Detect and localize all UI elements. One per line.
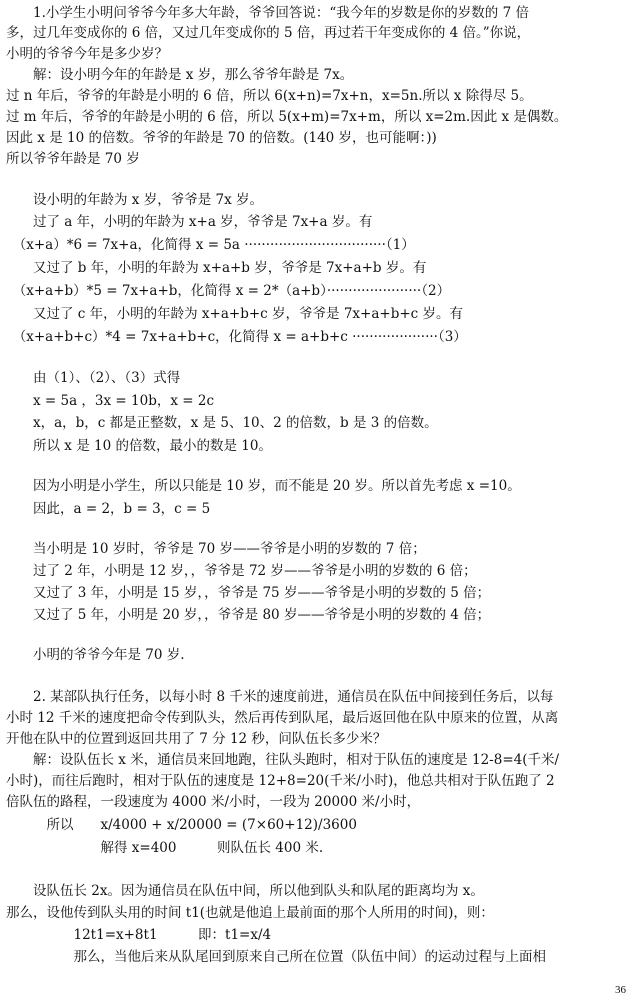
p1-question-line-3: 小明的爷爷今年是多少岁？: [6, 46, 168, 62]
page-number: 36: [615, 984, 626, 996]
p1-solution-b-line-1: 设小明的年龄为 x 岁，爷爷是 7x 岁。: [6, 192, 263, 208]
p2-solution-line-2: 小时)，而往后跑时，相对于队伍的速度是 12+8=20(千米/小时)，他总共相对于队伍跑了 2: [6, 773, 555, 789]
p1-solution-b-line-2: 过了 a 年，小明的年龄为 x+a 岁，爷爷是 7x+a 岁。有: [6, 214, 373, 230]
p1-consider-line-1: 因为小明是小学生，所以只能是 10 岁，而不能是 20 岁。所以首先考虑 x =10。: [6, 478, 521, 494]
p1-derive-line-4: 所以 x 是 10 的倍数，最小的数是 10。: [6, 438, 272, 454]
p2-question-line-3: 开他在队中的位置到返回共用了 7 分 12 秒，问队伍长多少米？: [6, 731, 387, 747]
p2-question-line-1: 2. 某部队执行任务，以每小时 8 千米的速度前进，通信员在队伍中间接到任务后，以每: [6, 689, 554, 705]
p1-solution-a-line-1: 解：设小明今年的年龄是 x 岁，那么爷爷年龄是 7x。: [6, 67, 354, 83]
p1-age-line-2: 过了 2 年，小明是 12 岁，，爷爷是 72 岁——爷爷是小明的岁数的 6 倍；: [6, 563, 477, 579]
p2-solution-line-1: 解：设队伍长 x 米，通信员来回地跑，往队头跑时，相对于队伍的速度是 12-8=4(千米/: [6, 752, 560, 768]
p1-question-line-2: 多，过几年变成你的 6 倍，又过几年变成你的 5 倍，再过若干年变成你的 4 倍。”你说，: [6, 25, 531, 41]
p1-equation-2: （x+a+b）*5 = 7x+a+b，化简得 x = 2*（a+b）······················（2）: [6, 283, 451, 299]
p1-question-line-1: 1.小学生小明问爷爷今年多大年龄，爷爷回答说：“我今年的岁数是你的岁数的 7 倍: [6, 5, 529, 21]
p2-alt-line-4: 那么，当他后来从队尾回到原来自己所在位置（队伍中间）的运动过程与上面相: [6, 949, 546, 965]
p2-solution-result: 解得 x=400 则队伍长 400 米.: [6, 840, 324, 856]
p1-age-line-1: 当小明是 10 岁时，爷爷是 70 岁——爷爷是小明的岁数的 7 倍；: [6, 541, 426, 557]
p1-solution-a-line-5: 所以爷爷年龄是 70 岁: [6, 151, 140, 167]
p2-question-line-2: 小时 12 千米的速度把命令传到队头，然后再传到队尾，最后返回他在队中原来的位置，从离: [6, 710, 559, 726]
p1-solution-b-line-6: 又过了 c 年，小明的年龄为 x+a+b+c 岁，爷爷是 7x+a+b+c 岁。有: [6, 306, 463, 322]
p2-solution-equation: 所以 x/4000 + x/20000 = (7×60+12)/3600: [6, 817, 357, 833]
p1-derive-line-3: x，a，b，c 都是正整数，x 是 5、10、2 的倍数，b 是 3 的倍数。: [6, 415, 438, 431]
p1-equation-1: （x+a）*6 = 7x+a，化简得 x = 5a ·································（1）: [6, 237, 415, 253]
p1-solution-b-line-4: 又过了 b 年，小明的年龄为 x+a+b 岁，爷爷是 7x+a+b 岁。有: [6, 260, 427, 276]
p2-alt-line-1: 设队伍长 2x。因为通信员在队伍中间，所以他到队头和队尾的距离均为 x。: [6, 883, 484, 899]
p1-age-line-4: 又过了 5 年，小明是 20 岁，，爷爷是 80 岁——爷爷是小明的岁数的 4 倍；: [6, 607, 491, 623]
p1-solution-a-line-3: 过 m 年后，爷爷的年龄是小明的 6 倍，所以 5(x+m)=7x+m，所以 x=2m.因此 x 是偶数。: [6, 109, 568, 125]
p1-derive-line-2: x = 5a ，3x = 10b，x = 2c: [6, 393, 215, 409]
p2-alt-equation: 12t1=x+8t1 即：t1=x/4: [6, 927, 272, 943]
p1-age-line-3: 又过了 3 年，小明是 15 岁，，爷爷是 75 岁——爷爷是小明的岁数的 5 倍；: [6, 585, 491, 601]
p1-consider-line-2: 因此，a = 2，b = 3，c = 5: [6, 501, 211, 517]
p1-derive-line-1: 由（1）、（2）、（3）式得: [6, 370, 181, 386]
p2-solution-line-3: 倍队伍的路程，一段速度为 4000 米/小时，一段为 20000 米/小时，: [6, 794, 421, 810]
p2-alt-line-2: 那么，设他传到队头用的时间 t1(也就是他追上最前面的那个人所用的时间)，则：: [6, 905, 494, 921]
p1-equation-3: （x+a+b+c）*4 = 7x+a+b+c，化简得 x = a+b+c ····················（3）: [6, 329, 467, 345]
p1-solution-a-line-4: 因此 x 是 10 的倍数。爷爷的年龄是 70 的倍数。(140 岁，也可能啊：)): [6, 130, 437, 146]
p1-answer: 小明的爷爷今年是 70 岁.: [6, 647, 185, 663]
p1-solution-a-line-2: 过 n 年后，爷爷的年龄是小明的 6 倍，所以 6(x+n)=7x+n，x=5n.所以 x 除得尽 5。: [6, 88, 533, 104]
